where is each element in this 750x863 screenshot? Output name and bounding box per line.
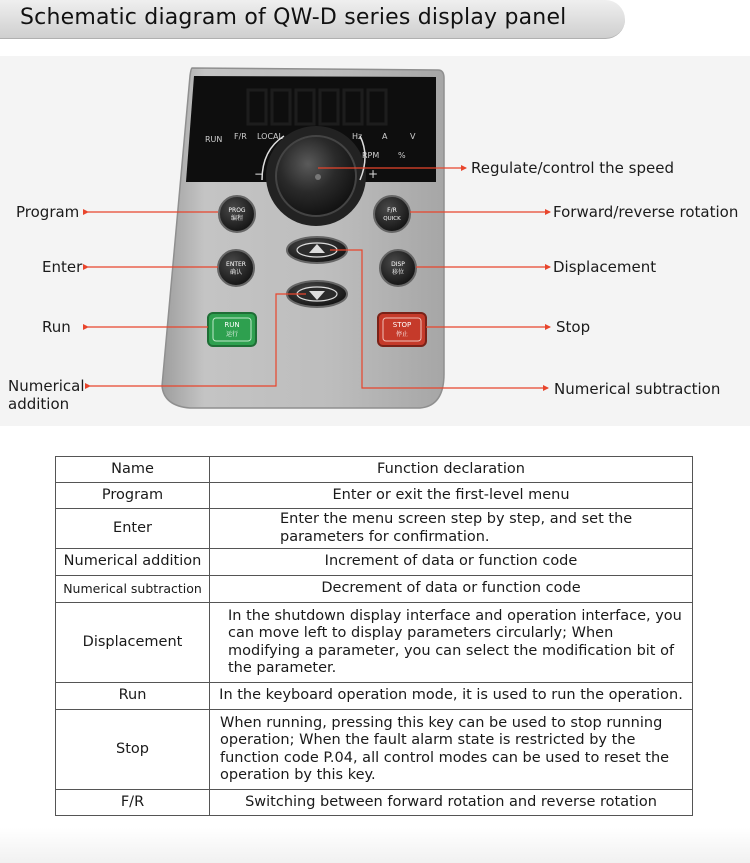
table-row xyxy=(56,549,693,576)
table-row xyxy=(56,683,693,710)
row-name: Run xyxy=(56,683,210,710)
row-name: Program xyxy=(56,483,210,509)
enter-key-sub: 确认 xyxy=(229,269,243,276)
table-row xyxy=(56,576,693,603)
knob-minus: − xyxy=(254,167,265,181)
table-row xyxy=(56,483,693,509)
run-key-label: RUN xyxy=(224,321,240,329)
table-row xyxy=(56,509,693,549)
row-name: Numerical addition xyxy=(56,549,210,576)
callout-stop: Stop xyxy=(556,318,591,336)
bottom-fade xyxy=(0,828,750,863)
indicator-fr: F/R xyxy=(234,132,247,141)
header-function: Function declaration xyxy=(210,457,693,483)
run-key-sub: 运行 xyxy=(225,331,239,338)
page-title: Schematic diagram of QW-D series display panel xyxy=(20,5,567,30)
panel-diagram xyxy=(0,56,750,426)
callout-forward-reverse: Forward/reverse rotation xyxy=(553,203,739,221)
row-function: In the shutdown display interface and operation interface, you can move left to display parameters circularly; When modifying a parameter, you can select the modification bit of the parameter. xyxy=(210,603,693,683)
row-function: Decrement of data or function code xyxy=(210,576,693,603)
disp-key-label: DISP xyxy=(391,261,405,268)
disp-key[interactable] xyxy=(380,250,416,286)
diagram-area xyxy=(0,56,750,426)
stop-key-sub: 停止 xyxy=(395,331,409,338)
callout-enter: Enter xyxy=(42,258,83,276)
row-function: When running, pressing this key can be used to stop running operation; When the fault alarm state is restricted by the function code P.04, all control modes can be used to reset the operation by this key. xyxy=(210,710,693,790)
table-row xyxy=(56,603,693,683)
callout-program: Program xyxy=(16,203,80,221)
table-row xyxy=(56,790,693,816)
row-name: Enter xyxy=(56,509,210,549)
table-row xyxy=(56,710,693,790)
callout-speed: Regulate/control the speed xyxy=(471,159,674,177)
enter-key[interactable] xyxy=(218,250,254,286)
fr-key-sub: QUICK xyxy=(383,216,401,222)
fr-key[interactable] xyxy=(374,196,410,232)
row-name: F/R xyxy=(56,790,210,816)
indicator-percent: % xyxy=(398,151,406,160)
indicator-a: A xyxy=(382,132,388,141)
row-function: Increment of data or function code xyxy=(210,549,693,576)
indicator-rpm: RPM xyxy=(362,151,380,160)
indicator-run: RUN xyxy=(205,135,223,144)
row-name: Stop xyxy=(56,710,210,790)
row-name: Numerical subtraction xyxy=(56,576,210,603)
knob-plus: + xyxy=(368,167,379,181)
prog-key-sub: 编程 xyxy=(230,215,244,222)
row-function: In the keyboard operation mode, it is used to run the operation. xyxy=(210,683,693,710)
knob-center xyxy=(315,174,321,180)
disp-key-sub: 移位 xyxy=(391,269,405,276)
table-header-row xyxy=(56,457,693,483)
enter-key-label: ENTER xyxy=(226,261,246,268)
callout-run: Run xyxy=(42,318,71,336)
indicator-local: LOCAL xyxy=(257,132,283,141)
row-function: Enter the menu screen step by step, and set the parameters for confirmation. xyxy=(210,509,693,549)
prog-key[interactable] xyxy=(219,196,255,232)
callout-numerical-subtraction: Numerical subtraction xyxy=(554,380,721,398)
callout-numerical-addition: Numerical addition xyxy=(8,377,85,413)
header-name: Name xyxy=(56,457,210,483)
stop-key-label: STOP xyxy=(392,321,412,329)
indicator-v: V xyxy=(410,132,416,141)
callout-displacement: Displacement xyxy=(553,258,657,276)
indicator-hz: Hz xyxy=(352,132,363,141)
title-banner xyxy=(0,0,625,39)
fr-key-label: F/R xyxy=(387,207,397,214)
function-table xyxy=(55,456,693,816)
row-function: Switching between forward rotation and reverse rotation xyxy=(210,790,693,816)
row-name: Displacement xyxy=(56,603,210,683)
prog-key-label: PROG xyxy=(228,207,246,214)
row-function: Enter or exit the first-level menu xyxy=(210,483,693,509)
